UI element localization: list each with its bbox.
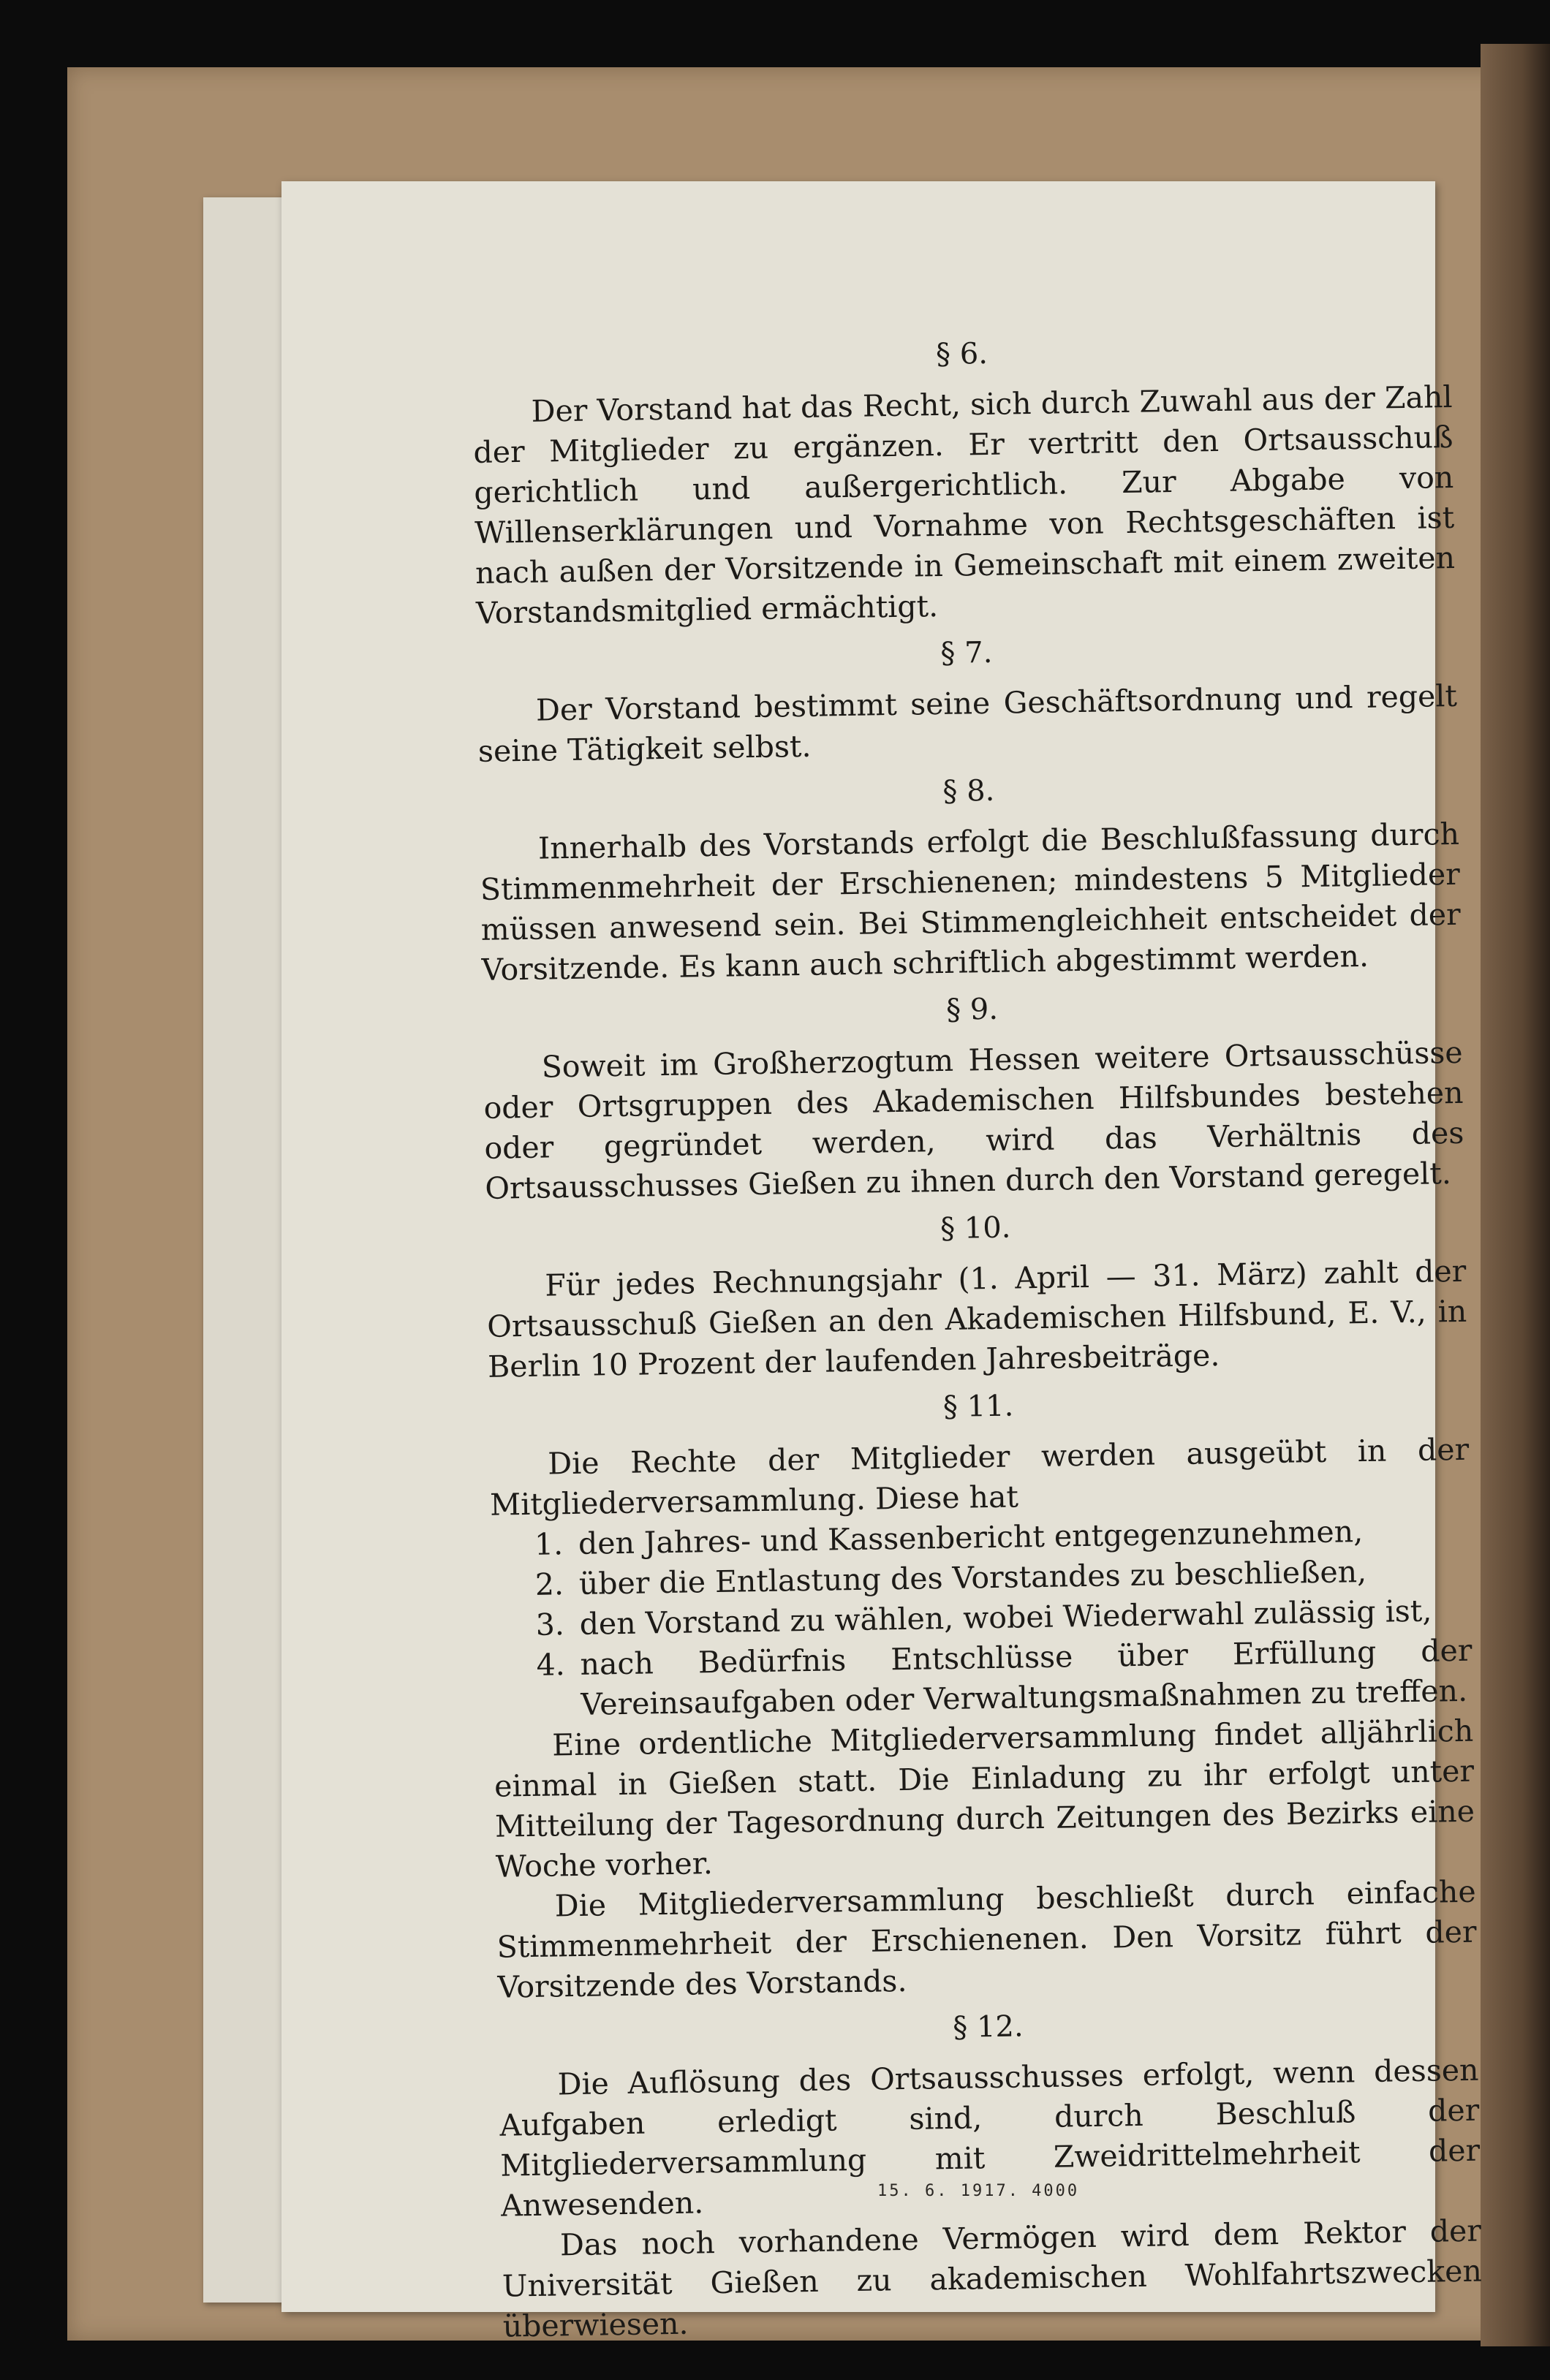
list-number: 4. xyxy=(536,1647,566,1683)
document-text xyxy=(472,319,1483,2347)
paragraph: Die Mitgliederversammlung beschließt durch einfache Stimmenmehrheit der Erschienenen. Den Vorsitz führt der Vorsitzende des Vorstands. xyxy=(496,1873,1477,2005)
section-7 xyxy=(477,626,1459,772)
duties-list xyxy=(491,1510,1473,1727)
section-heading: § 12. xyxy=(952,2009,1024,2044)
section-12 xyxy=(498,2000,1483,2347)
paragraph: Innerhalb des Vorstands erfolgt die Beschlußfassung durch Stimmenmehrheit der Erschienenen; mindestens 5 Mitglieder müssen anwesend sein. Bei Stimmengleichheit entscheidet der Vorsitzende. Es kann auch schriftlich abgestimmt werden. xyxy=(480,816,1461,988)
paragraph: Der Vorstand hat das Recht, sich durch Zuwahl aus der Zahl der Mitglieder zu ergänzen. Er vertritt den Ortsausschuß gerichtlich und außergerichtlich. Zur Abgabe von Willenserklärungen und Vornahme von Rechtsgeschäften ist nach außen der Vorsitzende in Gemeinschaft mit einem zweiten Vorstandsmitglied ermächtigt. xyxy=(473,379,1456,631)
list-number: 2. xyxy=(534,1566,564,1602)
print-imprint: 15. 6. 1917. 4000 xyxy=(877,2182,1080,2200)
section-heading: § 9. xyxy=(945,992,999,1027)
list-text: über die Entlastung des Vorstandes zu beschließen, xyxy=(578,1553,1367,1602)
section-9 xyxy=(482,982,1464,1209)
section-heading: § 11. xyxy=(942,1389,1014,1425)
document-page xyxy=(281,181,1483,2344)
section-11 xyxy=(488,1379,1478,2008)
list-number: 1. xyxy=(534,1526,564,1562)
paragraph: Der Vorstand bestimmt seine Geschäftsordnung und regelt seine Tätigkeit selbst. xyxy=(477,678,1458,769)
cardboard-edge xyxy=(1481,44,1550,2346)
section-heading: § 6. xyxy=(935,336,988,372)
list-item xyxy=(536,1631,1473,1725)
paragraph: Die Auflösung des Ortsausschusses erfolgt, wenn dessen Aufgaben erledigt sind, durch Beschluß der Mitgliederversammlung mit Zweidrittelmehrheit der Anwesenden. xyxy=(499,2052,1481,2224)
section-heading: § 8. xyxy=(942,773,995,808)
section-6 xyxy=(472,327,1456,634)
section-heading: § 10. xyxy=(940,1210,1011,1246)
list-number: 3. xyxy=(535,1607,565,1642)
list-text: den Vorstand zu wählen, wobei Wiederwahl zulässig ist, xyxy=(579,1593,1432,1642)
paragraph: Das noch vorhandene Vermögen wird dem Rektor der Universität Gießen zu akademischen Wohlfahrtszwecken überwiesen. xyxy=(502,2213,1483,2344)
paragraph: Für jedes Rechnungsjahr (1. April — 31. März) zahlt der Ortsausschuß Gießen an den Akademischen Hilfsbund, E. V., in Berlin 10 Prozent der laufenden Jahresbeiträge. xyxy=(486,1253,1467,1384)
section-10 xyxy=(485,1201,1468,1387)
section-heading: § 7. xyxy=(940,635,993,670)
list-text: den Jahres- und Kassenbericht entgegenzunehmen, xyxy=(578,1514,1364,1561)
paragraph: Soweit im Großherzogtum Hessen weitere Ortsausschüsse oder Ortsgruppen des Akademischen Hilfsbundes bestehen oder gegründet werden, wird das Verhältnis des Ortsausschusses Gießen zu ihnen durch den Vorstand geregelt. xyxy=(483,1034,1464,1206)
paragraph: Eine ordentliche Mitgliederversammlung findet alljährlich einmal in Gießen statt. Die Einladung zu ihr erfolgt unter Mitteilung der Tagesordnung durch Zeitungen des Bezirks eine Woche vorher. xyxy=(494,1713,1475,1884)
section-8 xyxy=(479,764,1462,990)
list-text: nach Bedürfnis Entschlüsse über Erfüllung der Vereinsaufgaben oder Verwaltungsmaßnahmen zu treffen. xyxy=(580,1632,1472,1722)
paragraph-intro: Die Rechte der Mitglieder werden ausgeübt in der Mitgliederversammlung. Diese hat xyxy=(489,1431,1470,1523)
